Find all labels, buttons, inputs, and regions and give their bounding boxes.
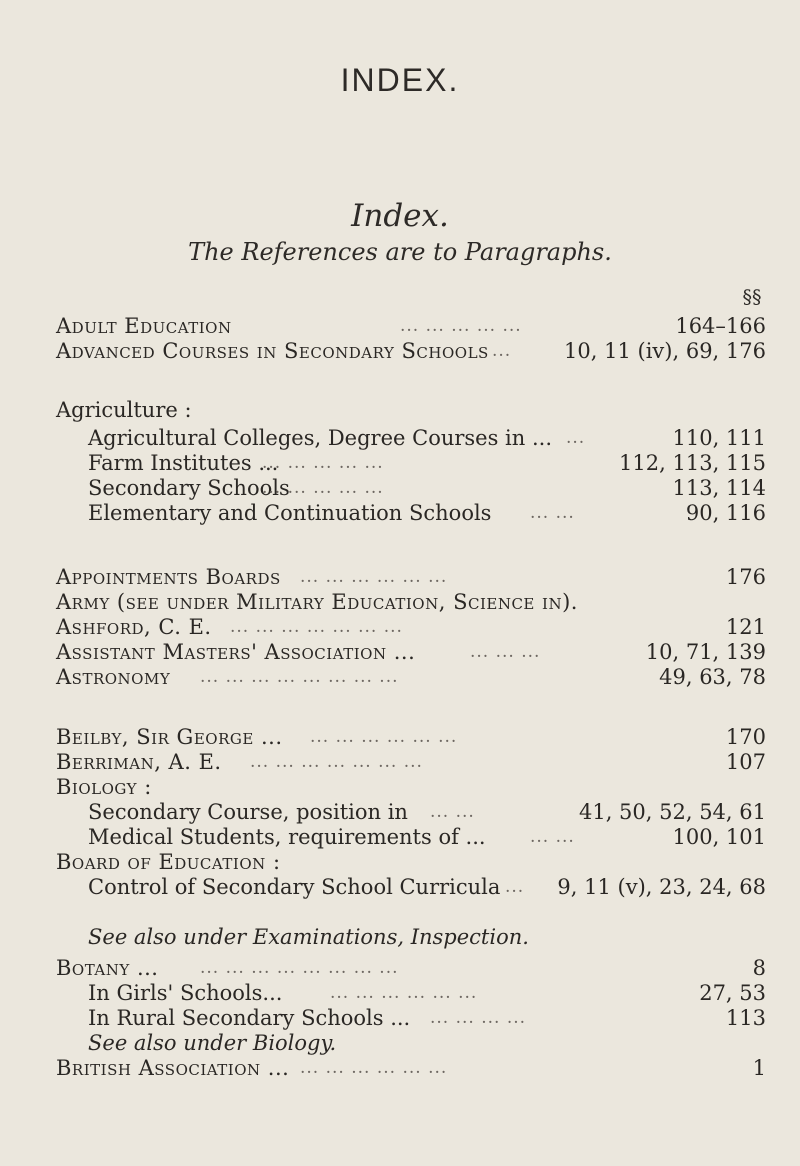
entry-reference: 49, 63, 78 <box>659 665 766 689</box>
index-entry <box>0 565 800 589</box>
entry-reference: 90, 116 <box>685 501 766 525</box>
entry-leader: ... ... ... ... ... ... ... ... <box>200 667 399 687</box>
entry-term: Berriman, A. E. <box>56 750 222 774</box>
entry-term: See also under Examinations, Inspection. <box>88 925 529 949</box>
index-title: Index. <box>351 198 449 234</box>
entry-leader: ... ... ... ... ... ... ... ... <box>200 958 399 978</box>
index-entry <box>0 1056 800 1080</box>
entry-reference: 41, 50, 52, 54, 61 <box>578 800 766 824</box>
index-entry <box>0 956 800 980</box>
entry-term: Astronomy <box>56 665 171 689</box>
entry-leader: ... <box>566 428 586 448</box>
entry-term: Ashford, C. E. <box>56 615 212 639</box>
entry-leader: ... ... ... ... ... ... <box>300 1058 448 1078</box>
entry-term: Biology : <box>56 775 152 799</box>
entry-reference: 170 <box>725 725 766 749</box>
entry-term: Secondary Course, position in <box>88 800 408 824</box>
entry-leader: ... ... ... ... ... ... ... <box>250 752 423 772</box>
entry-leader: ... ... <box>530 827 575 847</box>
entry-term: Medical Students, requirements of ... <box>88 825 486 849</box>
index-entry <box>0 451 800 475</box>
index-entry <box>0 925 800 949</box>
entry-term: See also under Biology. <box>88 1031 337 1055</box>
entry-reference: 10, 11 (iv), 69, 176 <box>564 339 766 363</box>
entry-reference: 107 <box>725 750 766 774</box>
entry-leader: ... ... ... <box>470 642 541 662</box>
index-entry <box>0 1006 800 1030</box>
section-mark: §§ <box>742 286 762 308</box>
entry-leader: ... <box>492 341 512 361</box>
entry-term: Agricultural Colleges, Degree Courses in ... <box>88 426 552 450</box>
index-entry <box>0 875 800 899</box>
entry-term: Army (see under Military Education, Science in). <box>56 590 578 614</box>
index-entry <box>0 426 800 450</box>
entry-term: Appointments Boards <box>56 565 281 589</box>
subtitle: The References are to Paragraphs. <box>188 238 612 266</box>
entry-leader: ... ... ... ... ... ... <box>300 567 448 587</box>
entry-reference: 176 <box>725 565 766 589</box>
entry-term: Advanced Courses in Secondary Schools <box>56 339 489 363</box>
entry-term: Adult Education <box>56 314 232 338</box>
index-entry <box>0 665 800 689</box>
entry-reference: 100, 101 <box>672 825 766 849</box>
index-entry <box>0 314 800 338</box>
entry-reference: 113 <box>725 1006 766 1030</box>
entry-leader: ... ... ... ... ... <box>400 316 522 336</box>
index-entry <box>0 825 800 849</box>
index-entry <box>0 750 800 774</box>
index-entry <box>0 850 800 874</box>
entry-reference: 121 <box>725 615 766 639</box>
entry-term: Botany ... <box>56 956 159 980</box>
entry-reference: 164–166 <box>675 314 766 338</box>
index-entry <box>0 339 800 363</box>
index-entry <box>0 1031 800 1055</box>
index-entry <box>0 398 800 422</box>
index-entry <box>0 800 800 824</box>
entry-leader: ... ... ... ... <box>430 1008 527 1028</box>
entry-reference: 27, 53 <box>699 981 766 1005</box>
index-entry <box>0 725 800 749</box>
entry-term: Secondary Schools <box>88 476 290 500</box>
entry-term: British Association ... <box>56 1056 290 1080</box>
index-entry <box>0 615 800 639</box>
entry-term: Beilby, Sir George ... <box>56 725 283 749</box>
entry-reference: 113, 114 <box>672 476 766 500</box>
index-entry <box>0 501 800 525</box>
entry-term: Assistant Masters' Association ... <box>56 640 416 664</box>
entry-leader: ... ... <box>530 503 575 523</box>
index-entry <box>0 775 800 799</box>
index-entry <box>0 590 800 614</box>
index-entry <box>0 981 800 1005</box>
entry-term: Control of Secondary School Curricula <box>88 875 501 899</box>
entry-leader: ... <box>505 877 525 897</box>
entry-leader: ... ... ... ... ... ... ... <box>230 617 403 637</box>
entry-reference: 8 <box>752 956 766 980</box>
entry-term: Agriculture : <box>56 398 192 422</box>
entry-reference: 110, 111 <box>672 426 766 450</box>
entry-term: In Rural Secondary Schools ... <box>88 1006 411 1030</box>
entry-reference: 9, 11 (v), 23, 24, 68 <box>557 875 766 899</box>
entry-leader: ... ... ... ... ... <box>262 453 384 473</box>
entry-leader: ... ... <box>430 802 475 822</box>
entry-term: Elementary and Continuation Schools <box>88 501 492 525</box>
index-entry <box>0 476 800 500</box>
entry-term: In Girls' Schools... <box>88 981 283 1005</box>
entry-reference: 112, 113, 115 <box>619 451 766 475</box>
index-entry <box>0 640 800 664</box>
entry-reference: 10, 71, 139 <box>645 640 766 664</box>
entry-leader: ... ... ... ... ... ... <box>310 727 458 747</box>
entry-leader: ... ... ... ... ... <box>262 478 384 498</box>
entry-reference: 1 <box>752 1056 766 1080</box>
entry-leader: ... ... ... ... ... ... <box>330 983 478 1003</box>
entry-term: Board of Education : <box>56 850 281 874</box>
entry-term: Farm Institutes ... <box>88 451 279 475</box>
running-head: INDEX. <box>340 62 460 98</box>
